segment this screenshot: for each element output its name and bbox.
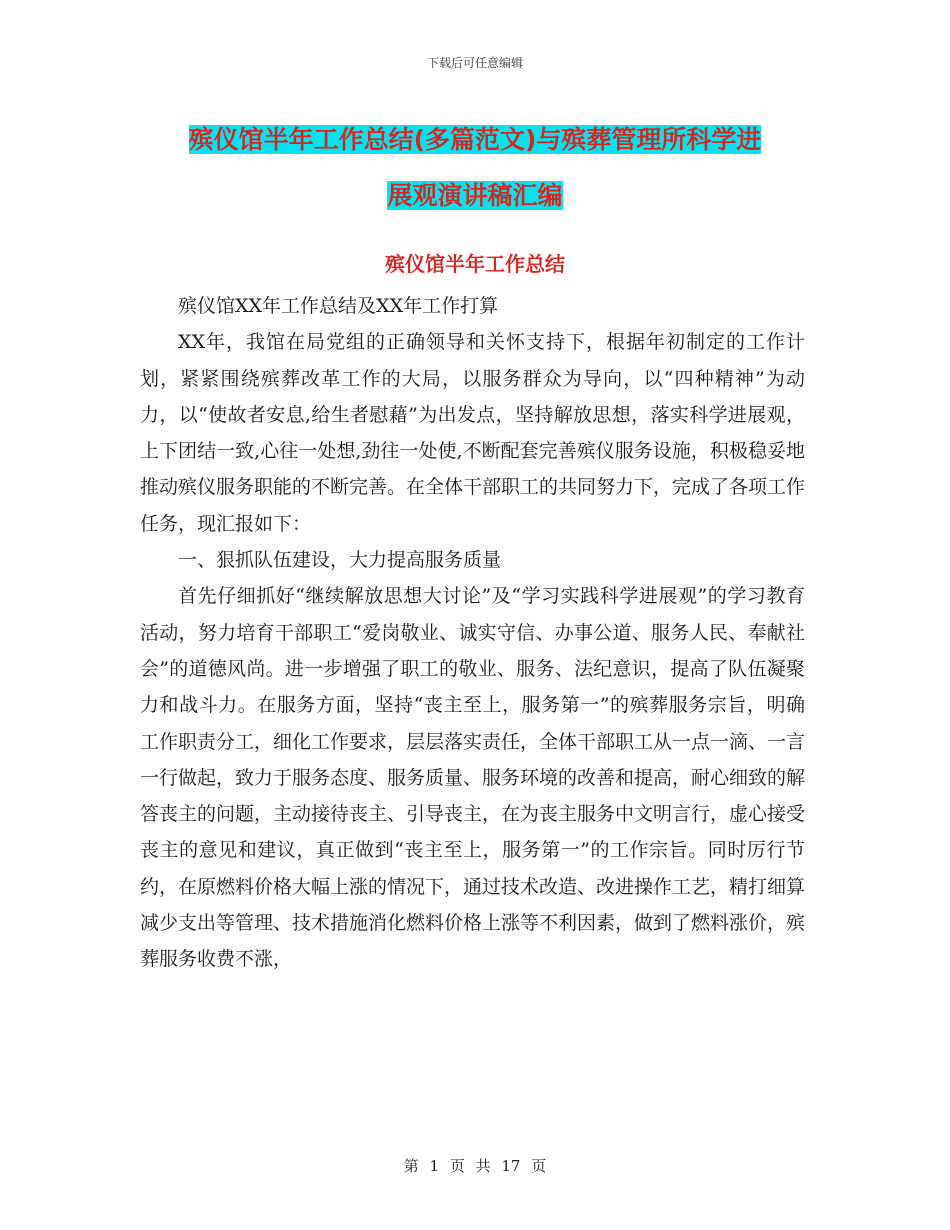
- page-footer: 第 1 页 共 17 页: [403, 1157, 547, 1175]
- document-title: [140, 112, 810, 224]
- heading-paragraph: 一、狠抓队伍建设，大力提高服务质量: [178, 549, 502, 572]
- section-title: 殡仪馆半年工作总结: [385, 252, 565, 276]
- body-paragraph: 首先仔细抓好“继续解放思想大讨论”及“学习实践科学进展观”的学习教育活动，努力培育干部职工“爱岗敬业、诚实守信、办事公道、服务人民、奉献社会”的道德风尚。进一步增强了职工的敬业、服务、法纪意识，提高了队伍凝聚力和战斗力。在服务方面，坚持“丧主至上，服务第一”的殡葬服务宗旨，明确工作职责分工，细化工作要求，层层落实责任，全体干部职工从一点一滴、一言一行做起，致力于服务态度、服务质量、服务环境的改善和提高，耐心细致的解答丧主的问题，主动接待丧主、引导丧主，在为丧主服务中文明言行，虚心接受丧主的意见和建议，真正做到“丧主至上，服务第一”的工作宗旨。同时厉行节约，在原燃料价格大幅上涨的情况下，通过技术改造、改进操作工艺，精打细算减少支出等管理、技术措施消化燃料价格上涨等不利因素，做到了燃料涨价，殡葬服务收费不涨，: [140, 585, 806, 971]
- document-title-line-1: 殡仪馆半年工作总结(多篇范文)与殡葬管理所科学进: [188, 125, 762, 154]
- document-body: [140, 288, 805, 978]
- document-title-line-2: 展观演讲稿汇编: [387, 181, 563, 210]
- subtitle-paragraph: 殡仪馆XX年工作总结及XX年工作打算: [178, 295, 499, 317]
- header-note: 下载后可任意编辑: [426, 56, 523, 70]
- body-paragraph: XX年，我馆在局党组的正确领导和关怀支持下，根据年初制定的工作计划，紧紧围绕殡葬改革工作的大局，以服务群众为导向，以“四种精神”为动力，以“使故者安息,给生者慰藉”为出发点，坚持解放思想，落实科学进展观，上下团结一致,心往一处想,劲往一处使,不断配套完善殡仪服务设施，积极稳妥地推动殡仪服务职能的不断完善。在全体干部职工的共同努力下，完成了各项工作任务，现汇报如下：: [140, 331, 806, 535]
